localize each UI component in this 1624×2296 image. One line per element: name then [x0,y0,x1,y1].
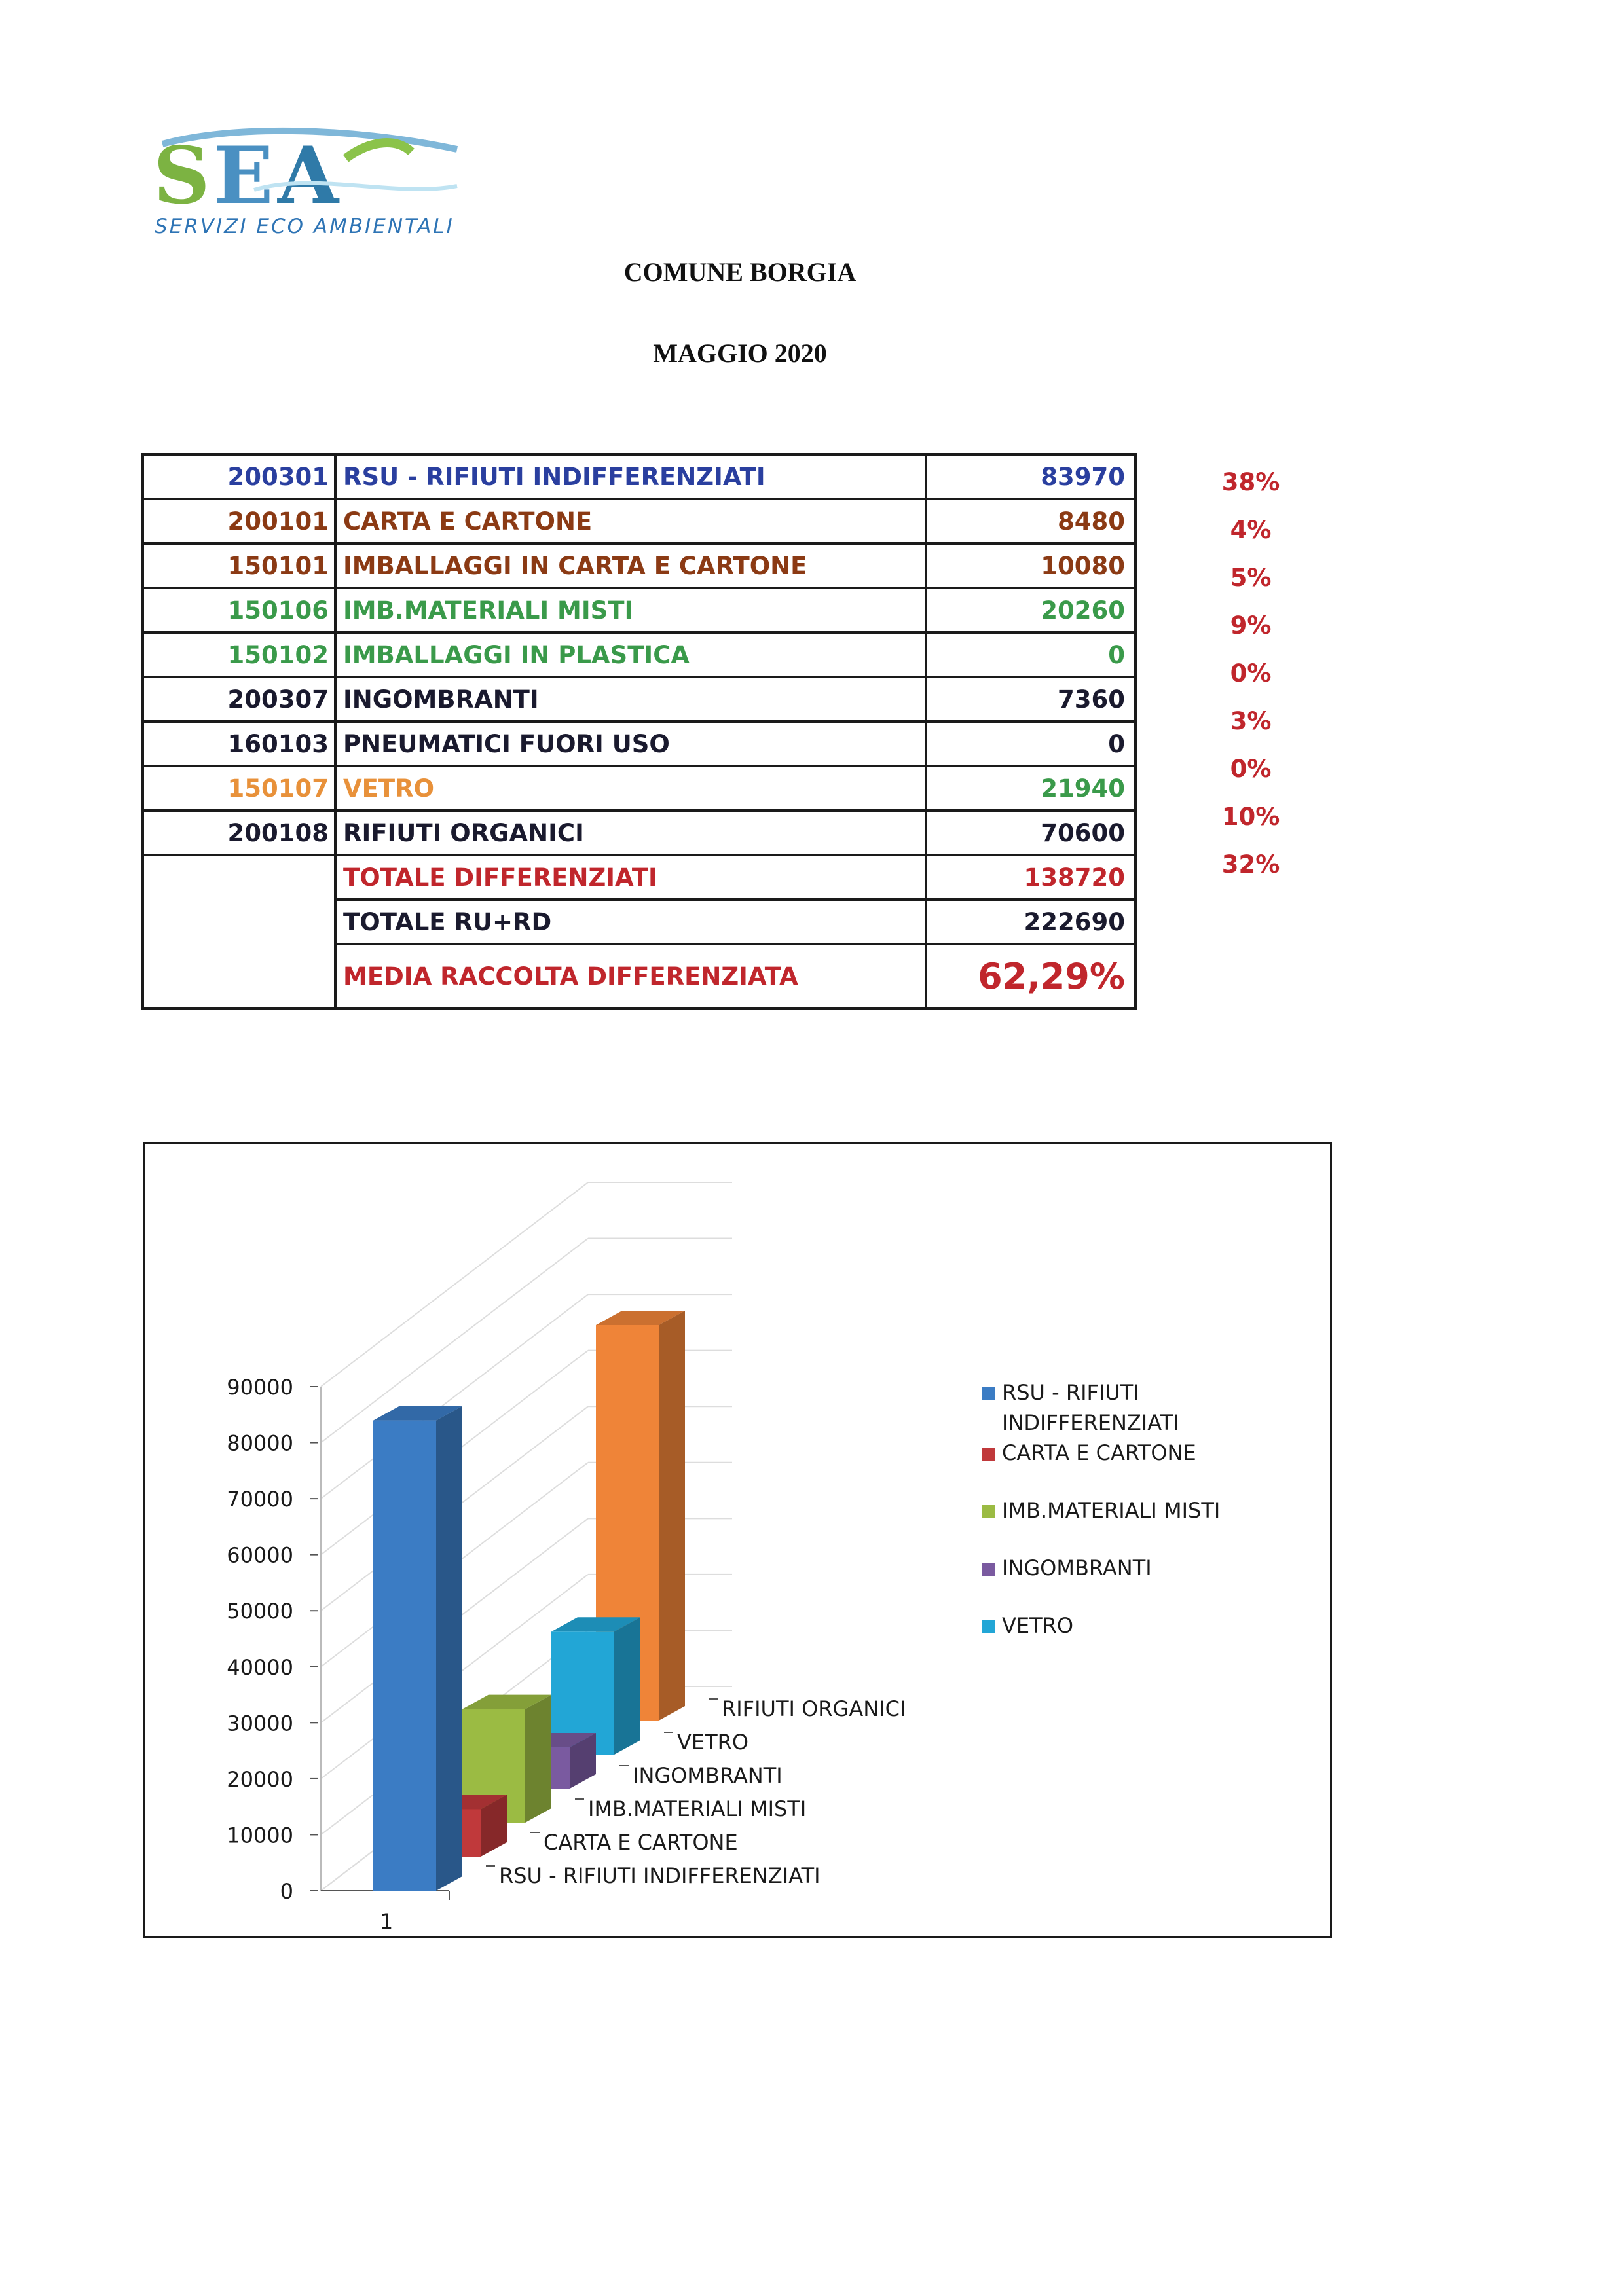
percentage-value: 0% [1230,659,1272,687]
waste-description: IMBALLAGGI IN CARTA E CARTONE [335,543,926,588]
chart-legend [982,1377,1323,1668]
waste-description: CARTA E CARTONE [335,499,926,543]
waste-description: INGOMBRANTI [335,677,926,721]
y-tick-label: 80000 [227,1430,293,1456]
total-value: 222690 [926,900,1135,944]
y-tick-label: 40000 [227,1654,293,1680]
legend-item [982,1377,1225,1438]
bar-side [436,1406,462,1891]
depth-axis-label: RIFIUTI ORGANICI [722,1696,906,1721]
percentage-value: 5% [1230,564,1272,592]
side-gridline [321,1182,588,1387]
legend-swatch [982,1387,995,1400]
waste-description: PNEUMATICI FUORI USO [335,721,926,766]
percentage-value: 4% [1230,516,1272,544]
waste-code: 160103 [143,721,335,766]
waste-code: 150101 [143,543,335,588]
legend-item [982,1438,1323,1468]
waste-quantity: 7360 [926,677,1135,721]
waste-description: RSU - RIFIUTI INDIFFERENZIATI [335,454,926,499]
percentage-value: 38% [1221,468,1280,496]
total-value: 138720 [926,855,1135,900]
total-value: 62,29% [926,944,1135,1008]
percentage-value: 9% [1230,611,1272,640]
legend-item [982,1611,1323,1641]
logo-letter-e: E [213,130,274,222]
percentage-value: 32% [1221,850,1280,879]
total-label: TOTALE DIFFERENZIATI [335,855,926,900]
waste-code: 200307 [143,677,335,721]
waste-code: 200101 [143,499,335,543]
legend-label: INGOMBRANTI [1002,1556,1152,1580]
waste-quantity: 0 [926,632,1135,677]
legend-swatch [982,1563,995,1576]
legend-swatch [982,1505,995,1518]
y-tick-label: 10000 [227,1823,293,1848]
depth-axis-label: CARTA E CARTONE [544,1830,738,1855]
waste-description: IMB.MATERIALI MISTI [335,588,926,632]
waste-code: 150102 [143,632,335,677]
period-title: MAGGIO 2020 [653,338,827,368]
legend-label: RSU - RIFIUTI INDIFFERENZIATI [1002,1380,1179,1435]
waste-quantity: 10080 [926,543,1135,588]
legend-label: CARTA E CARTONE [1002,1440,1196,1465]
legend-label: VETRO [1002,1613,1074,1638]
bar-front [373,1421,436,1891]
depth-axis-label: VETRO [677,1730,749,1755]
waste-code: 200301 [143,454,335,499]
depth-axis-label: INGOMBRANTI [633,1763,783,1788]
logo-letter-s: S [153,130,210,222]
waste-code: 200108 [143,811,335,855]
legend-swatch [982,1620,995,1633]
y-tick-label: 90000 [227,1375,293,1400]
waste-code: 150107 [143,766,335,811]
waste-quantity: 0 [926,721,1135,766]
waste-quantity: 8480 [926,499,1135,543]
y-tick-label: 50000 [227,1599,293,1624]
depth-axis-label: IMB.MATERIALI MISTI [588,1796,807,1821]
municipality-title: COMUNE BORGIA [623,257,857,287]
waste-description: RIFIUTI ORGANICI [335,811,926,855]
depth-axis-label: RSU - RIFIUTI INDIFFERENZIATI [499,1863,821,1888]
legend-item [982,1495,1323,1525]
waste-code: 150106 [143,588,335,632]
percentage-value: 0% [1230,755,1272,783]
y-tick-label: 60000 [227,1542,293,1568]
y-tick-label: 20000 [227,1766,293,1792]
percentage-value: 10% [1221,803,1280,831]
bar-side [614,1617,640,1755]
x-tick-label: 1 [379,1909,394,1934]
legend-label: IMB.MATERIALI MISTI [1002,1498,1221,1523]
waste-description: VETRO [335,766,926,811]
logo-letter-a: A [278,130,339,222]
waste-description: IMBALLAGGI IN PLASTICA [335,632,926,677]
percentage-value: 3% [1230,707,1272,735]
waste-quantity: 21940 [926,766,1135,811]
waste-quantity: 70600 [926,811,1135,855]
waste-quantity: 20260 [926,588,1135,632]
total-label: TOTALE RU+RD [335,900,926,944]
bar-rsu-rifiuti-indifferenziati [373,1406,462,1891]
y-tick-label: 0 [280,1879,293,1904]
y-tick-label: 30000 [227,1711,293,1736]
waste-quantity: 83970 [926,454,1135,499]
total-label: MEDIA RACCOLTA DIFFERENZIATA [335,944,926,1008]
y-tick-label: 70000 [227,1487,293,1512]
legend-swatch [982,1448,995,1461]
logo-tagline: SERVIZI ECO AMBIENTALI [155,215,454,238]
legend-item [982,1553,1323,1583]
bar-side [525,1695,551,1823]
bar-side [659,1311,685,1721]
